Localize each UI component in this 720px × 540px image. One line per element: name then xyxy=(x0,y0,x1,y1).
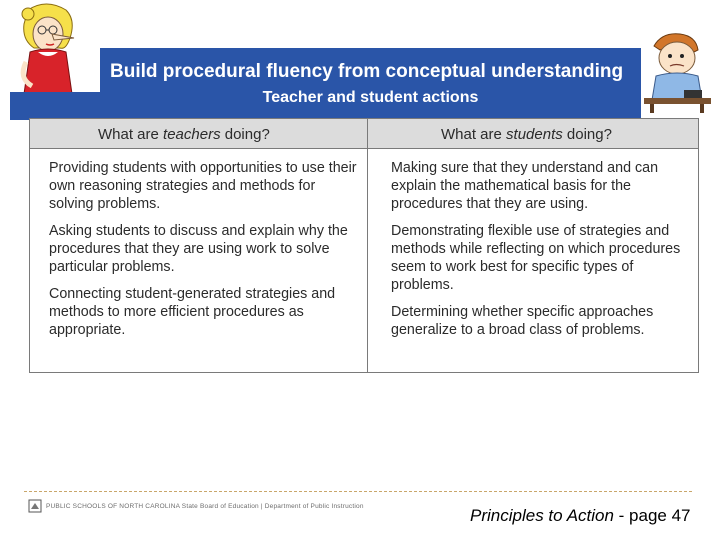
student-cartoon-icon xyxy=(640,28,715,113)
student-action-item: Determining whether specific approaches generalize to a broad class of problems. xyxy=(391,304,654,338)
footer-logo xyxy=(28,498,364,514)
page-citation xyxy=(470,506,691,526)
nc-schools-logo-icon xyxy=(28,499,42,513)
actions-table xyxy=(29,118,699,373)
student-action-item: Demonstrating flexible use of strategies and methods while reflecting on which procedures seem to work best for specific types of problems. xyxy=(391,223,681,293)
students-emphasis: students xyxy=(506,126,563,143)
student-actions-cell xyxy=(391,159,691,348)
header-accent-strip xyxy=(10,92,100,120)
slide-title: Build procedural fluency from conceptual understanding xyxy=(110,61,624,82)
teacher-action-item: Providing students with opportunities to use their own reasoning strategies and methods for solving problems. xyxy=(49,160,357,212)
citation-title: Principles to Action xyxy=(470,506,614,525)
teacher-action-item: Connecting student-generated strategies and methods to more efficient procedures as appropriate. xyxy=(49,286,336,338)
teacher-action-item: Asking students to discuss and explain why the procedures that they are using work to solve particular problems. xyxy=(49,223,348,275)
students-column-header: What are students doing? xyxy=(441,126,612,143)
table-header-row xyxy=(30,119,698,149)
student-action-item: Making sure that they understand and can explain the mathematical basis for the procedures that they are using. xyxy=(391,160,659,212)
citation-page: - page 47 xyxy=(613,506,691,525)
column-divider xyxy=(367,119,368,372)
slide-subtitle: Teacher and student actions xyxy=(262,89,479,106)
teachers-column-header: What are teachers doing? xyxy=(98,126,270,143)
teacher-actions-cell xyxy=(49,159,359,348)
teachers-emphasis: teachers xyxy=(163,126,221,143)
footer-divider xyxy=(24,491,692,492)
footer-org-text: PUBLIC SCHOOLS OF NORTH CAROLINA State Board of Education | Department of Public Instruction xyxy=(46,502,364,510)
slide-header xyxy=(100,48,641,120)
